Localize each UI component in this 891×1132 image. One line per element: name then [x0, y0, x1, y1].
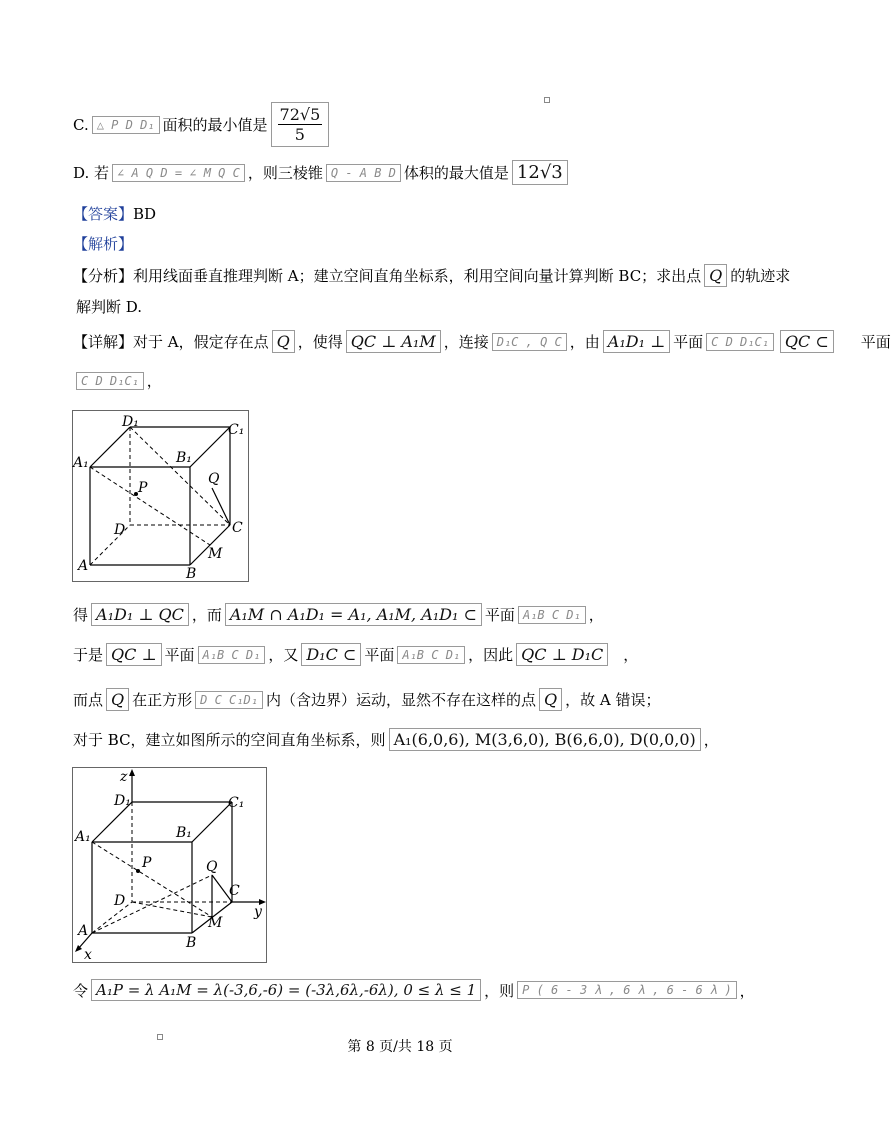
text: 而点 — [73, 691, 104, 709]
text: ， — [623, 646, 639, 664]
text: ，由 — [569, 333, 600, 351]
formula-box: C D D₁C₁ — [706, 333, 774, 351]
denominator: 5 — [294, 125, 305, 144]
fenxi-line — [73, 264, 790, 287]
text: 的轨迹求 — [730, 267, 791, 285]
analysis-tag: 【解析】 — [73, 235, 134, 253]
fig1-label: D — [114, 522, 126, 538]
text: ，使得 — [297, 333, 343, 351]
fig2-label: C₁ — [228, 795, 245, 811]
text: 体积的最大值是 — [403, 164, 509, 182]
fig2-label: D — [114, 893, 126, 909]
fig2-label: Q — [206, 859, 218, 875]
text: 解判断 D. — [76, 298, 143, 316]
answer-value: BD — [133, 204, 157, 223]
fig1-label: B₁ — [176, 450, 192, 466]
page-footer: 第 8 页/共 18 页 — [347, 1039, 453, 1055]
text: ， — [588, 606, 604, 624]
detail-tag: 【详解】 — [73, 333, 134, 351]
formula-box: QC ⊥ D₁C — [516, 643, 608, 666]
fig2-label: C — [229, 883, 240, 899]
fig2-label: M — [208, 915, 223, 931]
fig2-label: P — [142, 855, 152, 871]
fig1-label: A₁ — [73, 455, 89, 471]
text: 令 — [73, 981, 89, 1000]
fig2-label: B — [186, 935, 197, 951]
fig2-label: D₁ — [114, 793, 131, 809]
formula-box: 12√3 — [512, 160, 568, 185]
fraction-box — [271, 102, 330, 147]
formula-box: A₁B C D₁ — [198, 646, 266, 664]
formula-box: ∠ A Q D = ∠ M Q C — [112, 164, 245, 182]
er-line — [73, 688, 660, 711]
formula-box: Q — [272, 330, 295, 353]
text: 利用线面垂直推理判断 A；建立空间直角坐标系，利用空间向量计算判断 BC；求出点 — [133, 267, 702, 285]
formula-box: Q - A B D — [326, 164, 401, 182]
formula-box: A₁D₁ ⊥ — [603, 330, 670, 353]
detail-line — [73, 330, 891, 353]
fig2-label: A — [78, 923, 89, 939]
text: 平面 — [364, 646, 395, 664]
formula-box: A₁B C D₁ — [518, 606, 586, 624]
formula-box: Q — [704, 264, 727, 287]
text: ， — [703, 731, 719, 749]
formula-box: Q — [106, 688, 129, 711]
formula-box: P ( 6 - 3 λ , 6 λ , 6 - 6 λ ) — [517, 981, 737, 999]
fig1-label: B — [186, 566, 197, 582]
cube-figure-1 — [72, 410, 249, 582]
formula-box: QC ⊂ — [780, 330, 834, 353]
text: ，因此 — [468, 646, 514, 664]
fig1-label: C — [232, 520, 243, 536]
formula-box: D₁C , Q C — [492, 333, 567, 351]
text: 对于 A，假定存在点 — [133, 333, 269, 351]
cube-figure-2 — [72, 767, 267, 963]
text: ，又 — [268, 646, 299, 664]
fig1-label: Q — [208, 471, 220, 487]
answer-line — [73, 203, 156, 224]
text: 平面 — [164, 646, 195, 664]
text: 面积的最小值是 — [162, 116, 268, 134]
text: ，故 A 错误； — [565, 691, 661, 709]
option-d — [73, 160, 571, 185]
option-c — [73, 102, 332, 147]
fig2-label: y — [254, 904, 262, 920]
yushi-line — [73, 643, 638, 666]
text: 在正方形 — [132, 691, 193, 709]
text: 平面 — [860, 333, 891, 351]
text: ，则三棱锥 — [247, 164, 323, 182]
formula-box: △ P D D₁ — [92, 116, 160, 134]
detail-line-2 — [73, 370, 162, 391]
fenxi-line-2 — [76, 296, 142, 317]
text: ， — [146, 372, 162, 390]
analysis-line — [73, 233, 133, 254]
formula-box: Q — [539, 688, 562, 711]
ling-line — [73, 979, 755, 1001]
text: 得 — [73, 606, 89, 624]
fig1-label: P — [138, 480, 148, 496]
formula-box: A₁(6,0,6), M(3,6,0), B(6,6,0), D(0,0,0) — [389, 728, 701, 751]
fig1-label: D₁ — [122, 414, 139, 430]
fig1-label: C₁ — [228, 422, 245, 438]
text: 平面 — [484, 606, 515, 624]
numerator: 72√5 — [279, 105, 321, 124]
bc-line — [73, 728, 719, 751]
de-line — [73, 603, 604, 626]
option-label: C. — [73, 115, 89, 134]
fenxi-tag: 【分析】 — [73, 267, 134, 285]
formula-box: A₁P = λ A₁M = λ(-3,6,-6) = (-3λ,6λ,-6λ), 0 ≤ λ ≤ 1 — [91, 979, 481, 1001]
answer-tag: 【答案】 — [73, 205, 134, 223]
fig1-label: M — [208, 546, 223, 562]
fig2-label: z — [120, 769, 128, 785]
text: 对于 BC，建立如图所示的空间直角坐标系，则 — [73, 731, 386, 749]
formula-box: QC ⊥ A₁M — [346, 330, 441, 353]
text: ，则 — [484, 981, 515, 1000]
fig2-label: B₁ — [176, 825, 192, 841]
formula-box: C D D₁C₁ — [76, 372, 144, 390]
formula-box: QC ⊥ — [106, 643, 162, 666]
fig2-label: A₁ — [75, 829, 91, 845]
formula-box: D C C₁D₁ — [195, 691, 263, 709]
option-label: D. 若 — [73, 164, 110, 182]
fig2-label: x — [84, 947, 92, 963]
formula-box: D₁C ⊂ — [301, 643, 361, 666]
text: 于是 — [73, 646, 104, 664]
formula-box: A₁M ∩ A₁D₁ = A₁, A₁M, A₁D₁ ⊂ — [225, 603, 482, 626]
formula-box: A₁B C D₁ — [397, 646, 465, 664]
fig1-label: A — [78, 558, 89, 574]
text: ，连接 — [443, 333, 489, 351]
formula-box: A₁D₁ ⊥ QC — [91, 603, 189, 626]
text: 平面 — [673, 333, 704, 351]
text: ，而 — [191, 606, 222, 624]
text: 内（含边界）运动，显然不存在这样的点 — [265, 691, 536, 709]
fraction — [278, 105, 323, 144]
text: ， — [739, 981, 755, 1000]
corner-mark — [544, 97, 550, 103]
